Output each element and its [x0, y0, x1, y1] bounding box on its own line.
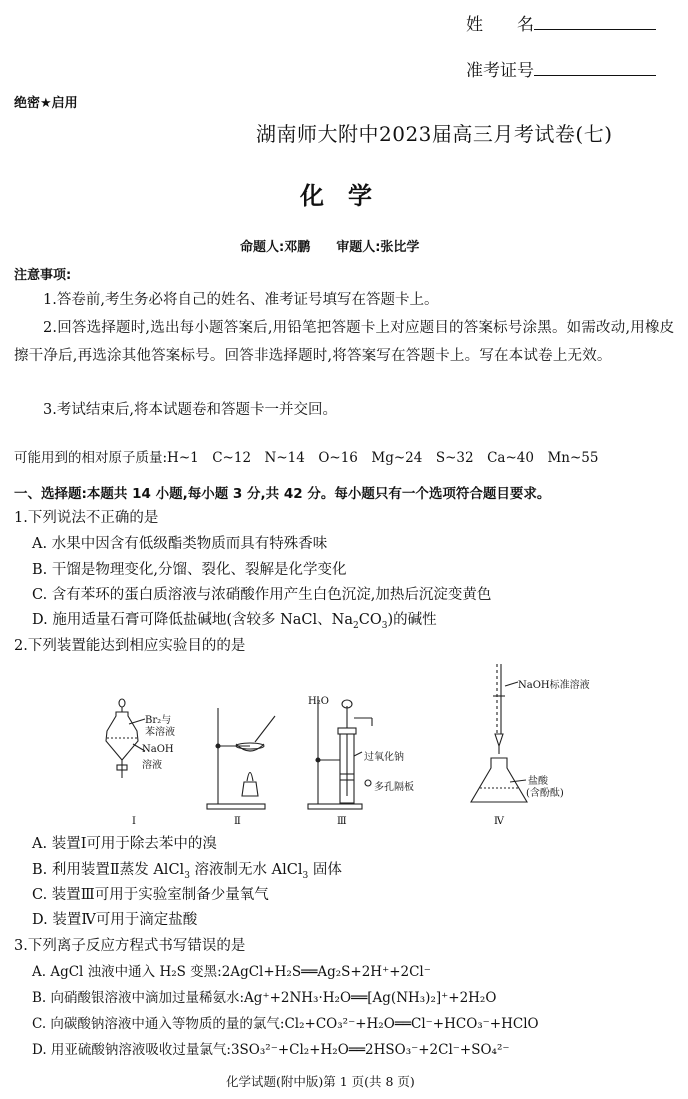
fig-label-porous-plate: 多孔隔板 — [374, 782, 414, 793]
exam-id-label: 准考证号 — [466, 61, 534, 81]
q1-option-d: D. 施用适量石膏可降低盐碱地(含较多 NaCl、$Na_2CO_3$)的碱性 — [32, 612, 437, 631]
exam-id-blank[interactable] — [534, 57, 656, 76]
q1-stem: 1.下列说法不正确的是 — [14, 510, 159, 526]
secret-tag: 绝密★启用 — [14, 96, 78, 111]
fig-label-benzene: 苯溶液 — [145, 727, 175, 738]
fig-label-hcl: 盐酸 — [528, 776, 548, 787]
name-label: 姓 名 — [466, 15, 534, 35]
q2-option-c: C. 装置Ⅲ可用于实验室制备少量氧气 — [32, 887, 269, 903]
q3-stem: 3.下列离子反应方程式书写错误的是 — [14, 938, 246, 954]
q1-option-a: A. 水果中因含有低级酯类物质而具有特殊香味 — [32, 536, 328, 552]
note-1: 1.答卷前,考生务必将自己的姓名、准考证号填写在答题卡上。 — [43, 292, 439, 308]
fig-caption-3: Ⅲ — [337, 816, 347, 827]
fig-label-naoh: NaOH — [142, 744, 174, 755]
name-field — [466, 10, 656, 35]
separatory-funnel-icon — [106, 699, 145, 778]
gas-generator-icon — [308, 696, 372, 809]
authors: 命题人:邓鹏 审题人:张比学 — [240, 240, 420, 255]
notes-heading: 注意事项: — [14, 268, 72, 283]
exam-title: 湖南师大附中2023届高三月考试卷(七) — [256, 122, 613, 146]
fig-caption-2: Ⅱ — [234, 816, 241, 827]
note-2: 2.回答选择题时,选出每小题答案后,用铅笔把答题卡上对应题目的答案标号涂黑。如需改动,用橡皮擦干净后,再选涂其他答案标号。回答非选择题时,将答案写在答题卡上。写在本试卷上无效。 — [14, 320, 675, 364]
q2-option-d: D. 装置Ⅳ可用于滴定盐酸 — [32, 912, 198, 928]
fig-label-peroxide: 过氧化钠 — [364, 752, 404, 763]
fig-label-water: H₂O — [308, 696, 329, 707]
q3-option-b: B. 向硝酸银溶液中滴加过量稀氨水:Ag⁺+2NH₃·H₂O══[Ag(NH₃)₂]⁺+2H₂O — [32, 990, 497, 1006]
fig-label-phenolphthalein: (含酚酞) — [526, 788, 564, 799]
section1-heading: 一、选择题:本题共 14 小题,每小题 3 分,共 42 分。每小题只有一个选项符合题目要求。 — [14, 486, 551, 502]
q3-option-c: C. 向碳酸钠溶液中通入等物质的量的氯气:Cl₂+CO₃²⁻+H₂O══Cl⁻+HCO₃⁻+HClO — [32, 1016, 539, 1032]
q2-option-b: B. 利用装置Ⅱ蒸发 AlCl$_3$ 溶液制无水 AlCl$_3$ 固体 — [32, 862, 342, 881]
q2-stem: 2.下列装置能达到相应实验目的的是 — [14, 638, 246, 654]
fig-label-br2: Br₂与 — [145, 715, 172, 726]
page-footer: 化学试题(附中版)第 1 页(共 8 页) — [226, 1074, 415, 1089]
q2-option-a: A. 装置Ⅰ可用于除去苯中的溴 — [32, 836, 217, 852]
subject-title: 化 学 — [300, 182, 372, 210]
fig-label-solution: 溶液 — [142, 760, 162, 771]
fig-label-naoh-standard: NaOH标准溶液 — [518, 680, 590, 691]
fig-caption-4: Ⅳ — [494, 816, 504, 827]
fig-caption-1: Ⅰ — [132, 816, 136, 827]
name-blank[interactable] — [534, 11, 656, 30]
q3-option-a: A. AgCl 浊液中通入 H₂S 变黑:2AgCl+H₂S══Ag₂S+2H⁺+2Cl⁻ — [32, 964, 431, 980]
q3-option-d: D. 用亚硫酸钠溶液吸收过量氯气:3SO₃²⁻+Cl₂+H₂O══2HSO₃⁻+2Cl⁻+SO₄²⁻ — [32, 1042, 510, 1058]
evaporation-stand-icon — [207, 708, 275, 809]
exam-id-field — [466, 56, 656, 81]
q1-option-b: B. 干馏是物理变化,分馏、裂化、裂解是化学变化 — [32, 562, 347, 578]
apparatus-figure — [0, 656, 688, 831]
atomic-masses: 可能用到的相对原子质量:H~1 C~12 N~14 O~16 Mg~24 S~32 Ca~40 Mn~55 — [14, 450, 599, 466]
note-3: 3.考试结束后,将本试题卷和答题卡一并交回。 — [43, 402, 337, 418]
q1-option-c: C. 含有苯环的蛋白质溶液与浓硝酸作用产生白色沉淀,加热后沉淀变黄色 — [32, 587, 492, 603]
